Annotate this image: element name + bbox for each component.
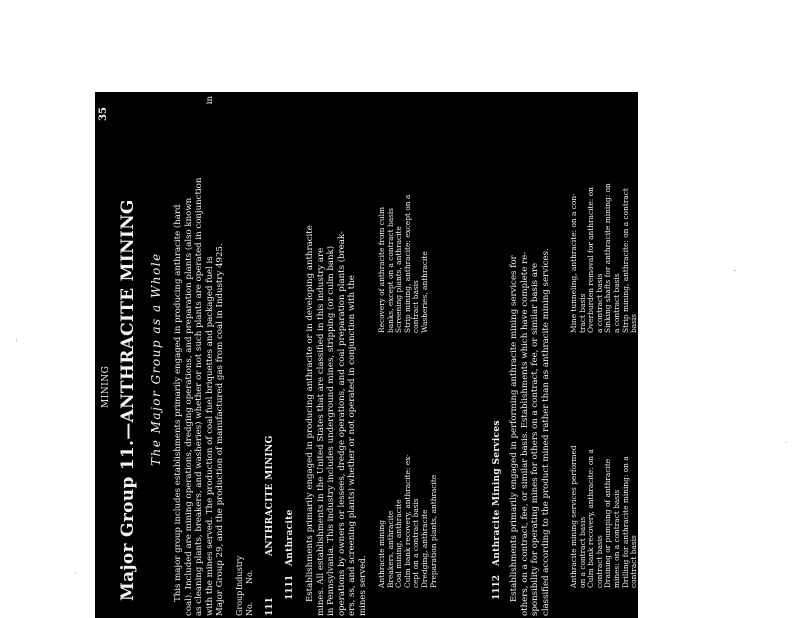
list-item: Overburden removal for anthracite: on [586,187,596,333]
industry-code-1112: 1112 [492,574,502,600]
list-item: contract basis [594,535,604,588]
list-item: mines: on a contract basis [611,489,621,588]
industry-code-1111: 1111 [285,574,295,600]
desc-line: mines. All establishments in the United States that are classified in this industry are [315,247,326,616]
desc-line: others, on a contract, fee, or similar basis. Establishments which have complete re- [519,251,530,616]
scan-speck [75,572,76,574]
desc-line: Establishments primarily engaged in performing anthracite mining services for [509,255,519,602]
page-subtitle: The Major Group as a Whole [149,252,163,466]
group-heading: ANTHRACITE MINING [265,435,275,556]
list-item: Strip mining, anthracite: except on a [402,194,412,333]
desc-line: ers, ss, and screening plants) whether or not operated in conjunction with the [347,275,358,616]
intro-tail-word: in [204,96,215,105]
desc-line: mines served. [357,555,368,616]
intro-line: as cleaning plants, breakers, and washeries) whether or not such plants are operated in conjunction [194,177,205,616]
intro-line: This major group includes establishments primarily engaged in producing anthracite (hard [173,204,183,602]
list-item: Washeries, anthracite [419,251,429,333]
scanned-page [95,92,638,618]
list-item: Anthracite mining services performed [569,445,578,588]
desc-line: operations by owners or lessees, dredge operations, and coal preparation plants (break- [336,231,347,616]
list-item: Anthracite mining [377,520,386,588]
list-item: contract basis [629,535,638,588]
list-item: Recovery of anthracite from culm [377,206,386,333]
list-item: a contract basis [611,273,621,333]
list-item: tract basis [577,293,587,333]
column-header-industry-no: No. [245,569,254,584]
column-header-industry: Industry [235,555,244,590]
desc-line: sponsibility for operating mines for others on a contract, fee, or similar basis are [530,262,541,616]
list-item: Coal mining, anthracite [394,499,404,588]
group-label: Group [235,590,244,616]
industry-heading-1111: Anthracite [285,509,295,566]
group-code: 111 [265,597,275,616]
industry-heading-1112: Anthracite Mining Services [492,420,502,566]
industry-1111-list-left [378,454,438,588]
industry-1111-description [305,94,369,616]
industry-1111-list-right [378,195,430,333]
scan-speck [785,442,787,443]
industry-1112-list-right [570,183,638,333]
list-item: banks, except on a contract basis [385,207,395,333]
running-head: MINING [101,365,111,408]
rotated-page-content [95,92,638,618]
intro-line-text: with the mines served. The production of coal fuel briquettes and packaged fuel is [204,256,215,616]
list-item: a contract basis [594,273,604,333]
scan-speck [733,270,736,271]
list-item: Culm bank recovery, anthracite: ex- [402,454,412,588]
list-item: Drilling for anthracite mining: on a [620,456,630,588]
list-item: cept on a contract basis [411,498,421,588]
desc-line: in Pennsylvania. This industry includes underground mines, stripping (or culm bank) [326,245,337,616]
list-item: Draining or pumping of anthracite [603,458,613,588]
list-item: on a contract basis [577,516,587,588]
list-item: Strip mining, anthracite: on a contract [620,188,630,333]
intro-line: Major Group 29, and the production of manufactured gas from coal in Industry 4925. [215,243,226,616]
desc-line: Establishments primarily engaged in producing anthracite or in developing anthracite [305,225,315,602]
intro-line: coal). Included are mining operations, dredging operations, and preparation plants (also known [183,197,194,616]
column-header-group-no: No. [245,601,254,616]
industry-1112-description [509,94,551,616]
list-item: Culm bank recovery, anthracite: on a [586,449,596,588]
page-number: 35 [98,107,109,121]
industry-1112-list-left [570,445,638,588]
list-item: Breakers, anthracite [385,510,395,588]
list-item: contract basis [411,280,421,333]
intro-paragraph [173,94,226,616]
list-item: basis [629,313,638,333]
intro-line [205,94,216,616]
column-header-group [235,591,244,616]
list-item: Screening plants, anthracite [394,226,404,333]
desc-line: classified according to the product mined rather than as anthracite mining services. [540,248,551,616]
scan-speck [16,339,17,342]
list-item: Mine tunneling, anthracite: on a con- [569,193,578,333]
list-item: Sinking shafts for anthracite mining: on [603,183,613,333]
page-title: Major Group 11.—ANTHRACITE MINING [118,199,138,601]
list-item: Preparation plants, anthracite [428,474,438,588]
list-item: Dredging, anthracite [419,509,429,588]
